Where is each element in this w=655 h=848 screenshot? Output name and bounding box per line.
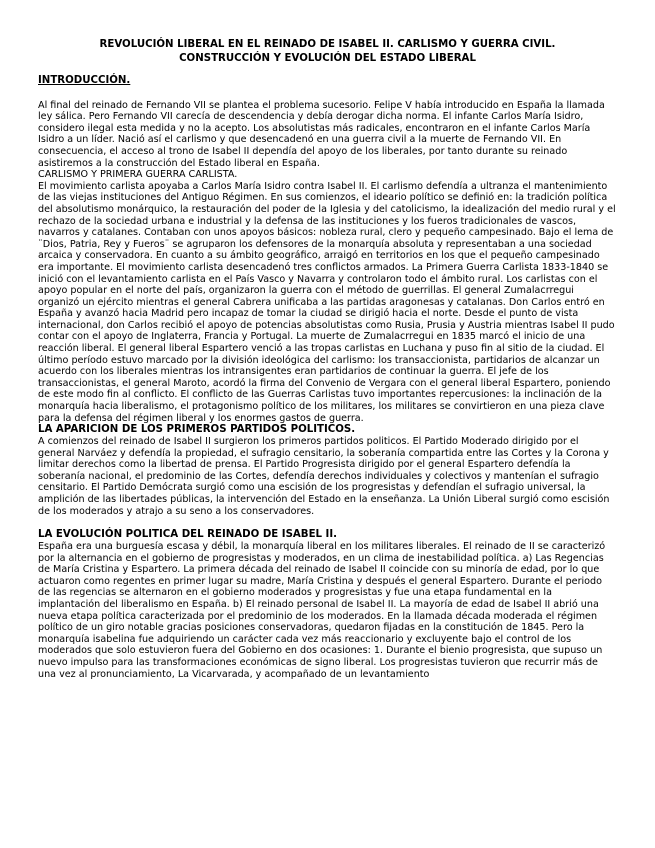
intro-heading: INTRODUCCIÓN. <box>38 75 131 86</box>
section-spacer <box>38 517 617 529</box>
carlismo-paragraph: El movimiento carlista apoyaba a Carlos María Isidro contra Isabel II. El carlismo defendía a ultranza el mantenimiento de las viejas instituciones del Antiguo Régimen. En sus comienzos, el ideario político se definió en: la tradición política del absolutismo monárquico, la restauración del poder de la Iglesia y del catolicismo, la idealización del medio rural y el rechazo de la sociedad urbana e industrial y la defensa de las instituciones y los fueros tradicionales de vascos, navarros y catalanes. Contaban con unos apoyos básicos: nobleza rural, clero y pequeño campesinado. Bajo el lema de ¨Dios, Patria, Rey y Fueros¨ se agruparon los defensores de la monarquía absoluta y representaban a una sociedad arcaica y conservadora. En cuanto a su ámbito geográfico, arraigó en territorios en los que el pequeño campesinado era importante. El movimiento carlista desencadenó tres conflictos armados. La Primera Guerra Carlista 1833-1840 se inició con el levantamiento carlista en el País Vasco y Navarra y controlaron todo el ámbito rural. Los carlistas con el apoyo popular en el norte del país, organizaron la guerra con el método de guerrillas. El general Zumalacrregui organizó un ejército mientras el general Cabrera unificaba a las partidas aragonesas y catalanas. Don Carlos entró en España y avanzó hacia Madrid pero incapaz de tomar la ciudad se dirigió hacia el norte. Desde el punto de vista internacional, don Carlos recibió el apoyo de potencias absolutistas como Rusia, Prusia y Austria mientras Isabel II pudo contar con el apoyo de Inglaterra, Francia y Portugal. La muerte de Zumalacrregui en 1835 marcó el inicio de una reacción liberal. El general liberal Espartero venció a las tropas carlistas en Luchana y puso fin al sitio de la ciudad. El último período estuvo marcado por la división ideológica del carlismo: los transaccionista, partidarios de alcanzar un acuerdo con los liberales mientras los intransigentes eran partidarios de continuar la guerra. El jefe de los transaccionistas, el general Maroto, acordó la firma del Convenio de Vergara con el general liberal Espartero, poniendo de este modo fin al conflicto. El conflicto de las Guerras Carlistas tuvo importantes repercusiones: la inclinación de la monarquía hacia liberalismo, el protagonismo político de los militares, los militares se convirtieron en una pieza clave para la defensa del régimen liberal y los enormes gastos de guerra. <box>38 180 616 424</box>
title-line-1: REVOLUCIÓN LIBERAL EN EL REINADO DE ISABEL II. CARLISMO Y GUERRA CIVIL. <box>99 39 556 50</box>
carlismo-heading: CARLISMO Y PRIMERA GUERRA CARLISTA. <box>38 169 238 181</box>
intro-paragraph: Al final del reinado de Fernando VII se plantea el problema sucesorio. Felipe V había introducido en España la llamada ley sálica. Pero Fernando VII carecía de descendencia y debía derogar dicha norma. El infante Carlos María Isidro, considero ilegal esta medida y no la acepto. Los absolutistas más radicales, encontraron en el infante Carlos María Isidro a un líder. Nació así el carlismo y que desencadenó en una guerra civil a la muerte de Fernando VII. En consecuencia, el acceso al trono de Isabel II dependía del apoyo de los liberales, por tanto durante su reinado asistiremos a la construcción del Estado liberal en España. <box>38 99 605 169</box>
evolucion-paragraph: España era una burguesía escasa y débil, la monarquía liberal en los militares liberales. El reinado de II se caracterizó por la alternancia en el gobierno de progresistas y moderados, en un clima de inestabilidad política. a) Las Regencias de María Cristina y Espartero. La primera década del reinado de Isabel II coincide con su minoría de edad, por lo que actuaron como regentes en primer lugar su madre, María Cristina y después el general Espartero. Durante el periodo de las regencias se alternaron en el gobierno moderados y progresistas y fue una etapa fundamental en la implantación del liberalismo en España. b) El reinado personal de Isabel II. La mayoría de edad de Isabel II abrió una nueva etapa política caracterizada por el predominio de los moderados. En la llamada década moderada el régimen político de un giro notable gracias posiciones conservadoras, quedaron fijadas en la constitución de 1845. Pero la monarquía isabelina fue adquiriendo un carácter cada vez más reaccionario y excluyente bajo el control de los moderados que solo estuvieron fuera del Gobierno en dos ocasiones: 1. Durante el bienio progresista, que supuso un nuevo impulso para las transformaciones económicas de signo liberal. Los progresistas tuvieron que recurrir más de una vez al pronunciamiento, La Vicarvarada, y acompañado de un levantamiento <box>38 540 606 680</box>
title-line-2: CONSTRUCCIÓN Y EVOLUCIÓN DEL ESTADO LIBERAL <box>179 52 476 64</box>
evolucion-heading: LA EVOLUCIÓN POLITICA DEL REINADO DE ISABEL II. <box>38 529 338 541</box>
document-title <box>38 38 617 65</box>
partidos-heading: LA APARICION DE LOS PRIMEROS PARTIDOS POLITICOS. <box>38 424 356 436</box>
partidos-paragraph: A comienzos del reinado de Isabel II surgieron los primeros partidos politicos. El Partido Moderado dirigido por el general Narváez y defendía la propiedad, el sufragio censitario, la soberanía compartida entre las Cortes y la Corona y limitar derechos como la libertad de prensa. El Partido Progresista dirigido por el general Espartero defendía la soberanía nacional, el predominio de las Cortes, defendía derechos individuales y colectivos y mantenían el sufragio censitario. El Partido Demócrata surgió como una escisión de los progresistas y defendían el sufragio universal, la amplición de las libertades públicas, la intervención del Estado en la enseñanza. La Unión Liberal surgió como escisión de los moderados y atrajo a su seno a los conservadores. <box>38 436 610 517</box>
